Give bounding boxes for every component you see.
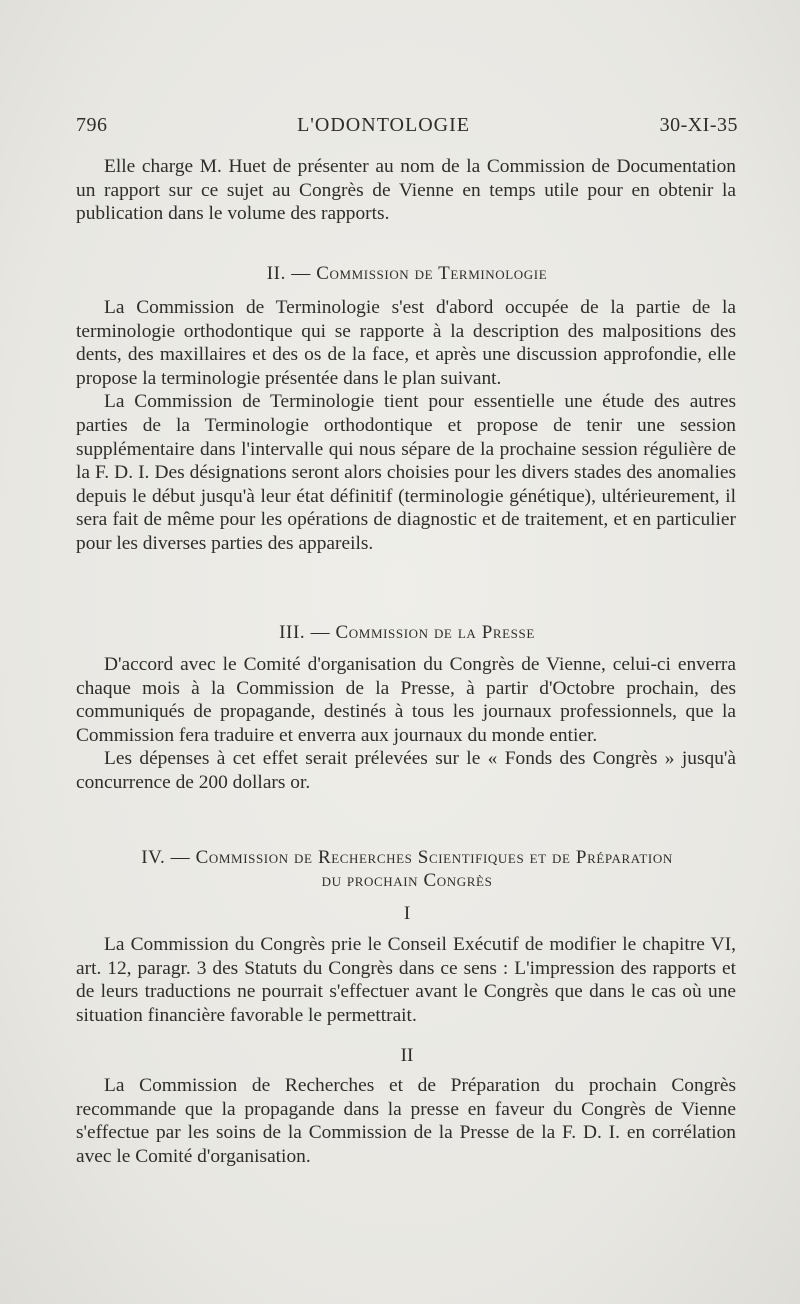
- journal-title: L'ODONTOLOGIE: [297, 114, 470, 136]
- section-2-paragraph-1: La Commission de Terminologie s'est d'abord occupée de la partie de la terminologie orthodontique qui se rapporte à la description des malpositions des dents, des maxillaires et des os de la face, et après une discussion approfondie, elle propose la terminologie présentée dans le plan suivant.: [76, 297, 736, 389]
- intro-paragraph: Elle charge M. Huet de présenter au nom de la Commission de Documentation un rapport sur ce sujet au Congrès de Vienne en temps utile pour en obtenir la publication dans le volume des rapports.: [76, 156, 736, 225]
- section-3-body: [76, 653, 736, 795]
- subsection-ii-paragraph: La Commission de Recherches et de Préparation du prochain Congrès recommande que la propagande dans la presse en faveur du Congrès de Vienne s'effectue par les soins de la Commission de la Presse de la F. D. I. en corrélation avec le Comité d'organisation.: [76, 1075, 736, 1167]
- section-2-paragraph-2: La Commission de Terminologie tient pour essentielle une étude des autres parties de la Terminologie orthodontique et propose de tenir une session supplémentaire dans l'intervalle qui nous sépare de la prochaine session régulière de la F. D. I. Des désignations seront alors choisies pour les divers stades des anomalies depuis le début jusqu'à leur état définitif (terminologie génétique), ultérieurement, il sera fait de même pour les opérations de diagnostic et de traitement, et en particulier pour les diverses parties des appareils.: [76, 391, 736, 554]
- subsection-i-paragraph: La Commission du Congrès prie le Conseil Exécutif de modifier le chapitre VI, art. 12, paragr. 3 des Statuts du Congrès dans ce sens : L'impression des rapports et de leurs traductions ne pourrait s'effectuer avant le Congrès que dans le cas où une situation financière favorable le permettrait.: [76, 934, 736, 1026]
- section-2-body: [76, 296, 736, 556]
- section-3-paragraph-2: Les dépenses à cet effet serait prélevées sur le « Fonds des Congrès » jusqu'à concurrence de 200 dollars or.: [76, 748, 736, 793]
- intro-block: [76, 155, 736, 226]
- section-3-paragraph-1: D'accord avec le Comité d'organisation du Congrès de Vienne, celui-ci enverra chaque mois à la Commission de la Presse, à partir d'Octobre prochain, des communiqués de propagande, destinés à tous les journaux professionnels, que la Commission fera traduire et enverra aux journaux du monde entier.: [76, 654, 736, 746]
- section-4-heading-line-1: IV. — Commission de Recherches Scientifiques et de Préparation: [141, 847, 673, 868]
- issue-date: 30-XI-35: [659, 114, 738, 136]
- subsection-i-numeral: I: [403, 903, 411, 924]
- subsection-ii-body: [76, 1074, 736, 1168]
- subsection-i-body: [76, 933, 736, 1027]
- section-4-heading-line-2: du prochain Congrès: [321, 870, 493, 891]
- running-header: [76, 114, 738, 137]
- subsection-ii-numeral: II: [400, 1045, 414, 1066]
- section-2-heading: II. — Commission de Terminologie: [266, 263, 548, 284]
- page-number: 796: [76, 114, 108, 136]
- section-3-heading: III. — Commission de la Presse: [279, 622, 535, 643]
